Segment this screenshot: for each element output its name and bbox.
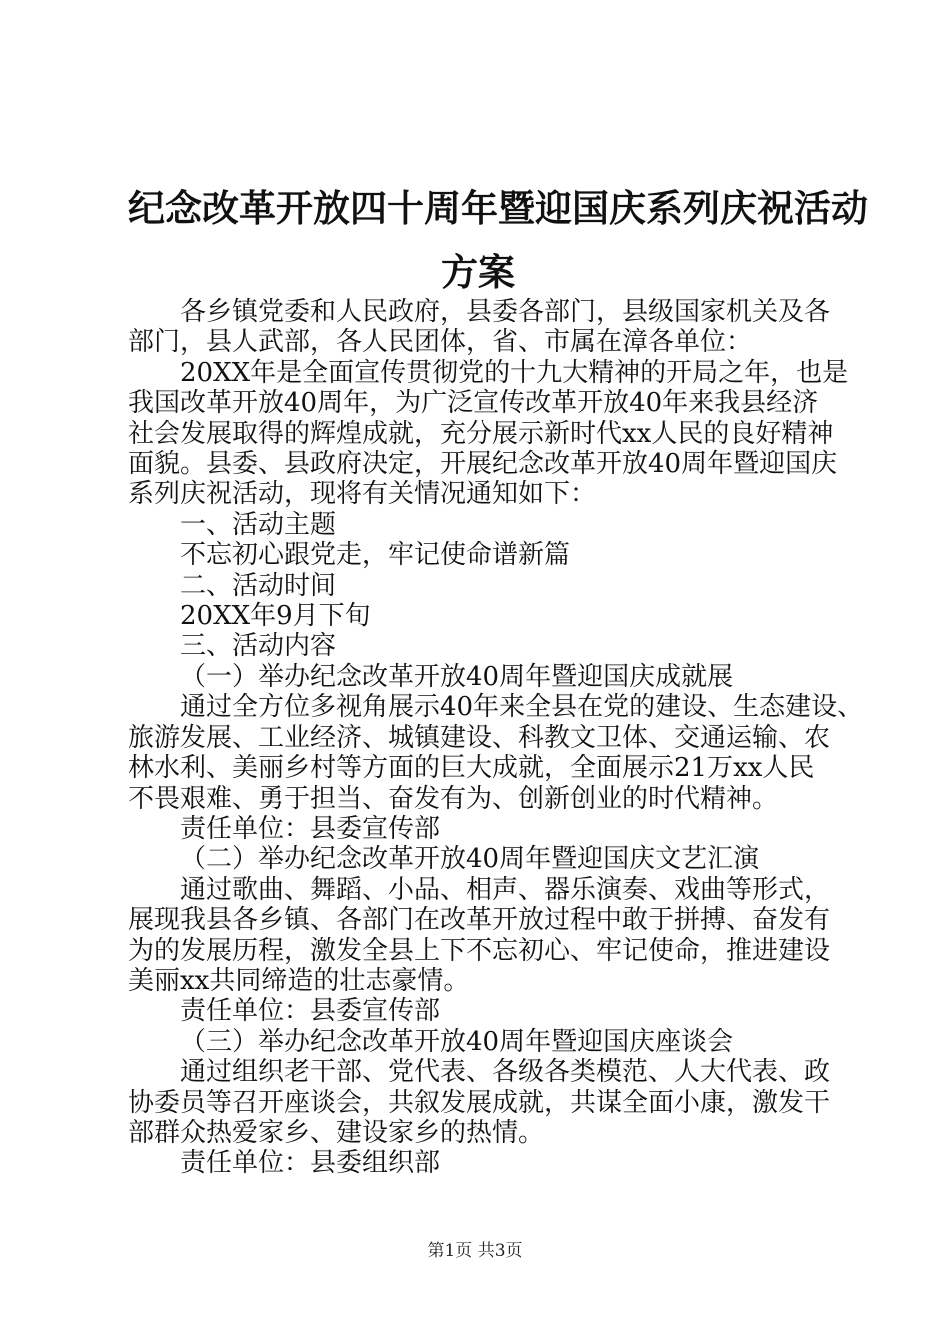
body-line: 为的发展历程，激发全县上下不忘初心、牢记使命，推进建设	[128, 935, 831, 966]
body-line: 旅游发展、工业经济、城镇建设、科教文卫体、交通运输、农	[128, 722, 831, 753]
body-line: 展现我县各乡镇、各部门在改革开放过程中敢于拼搏、奋发有	[128, 905, 831, 936]
body-line: 协委员等召开座谈会，共叙发展成就，共谋全面小康，激发干	[128, 1087, 831, 1118]
page-number-footer: 第1页 共3页	[427, 1241, 523, 1261]
body-line: 20XX年9月下旬	[180, 601, 371, 632]
section-heading: 一、活动主题	[180, 509, 337, 540]
subsection-heading: （三）举办纪念改革开放40周年暨迎国庆座谈会	[180, 1026, 734, 1057]
body-line: 部门，县人武部，各人民团体，省、市属在漳各单位：	[128, 327, 753, 358]
body-line: 各乡镇党委和人民政府，县委各部门，县级国家机关及各	[180, 297, 831, 327]
document-title-line-1: 纪念改革开放四十周年暨迎国庆系列庆祝活动	[128, 186, 868, 230]
section-heading: 三、活动内容	[180, 631, 337, 662]
body-line: 通过组织老干部、党代表、各级各类模范、人大代表、政	[180, 1057, 831, 1088]
body-line: 不畏艰难、勇于担当、奋发有为、创新创业的时代精神。	[128, 783, 779, 814]
body-line: 系列庆祝活动，现将有关情况通知如下：	[128, 479, 597, 510]
body-line: 面貌。县委、县政府决定，开展纪念改革开放40周年暨迎国庆	[128, 449, 838, 480]
document-body	[128, 297, 864, 1179]
body-line: 部群众热爱家乡、建设家乡的热情。	[128, 1117, 545, 1148]
document-title-line-2: 方案	[441, 250, 515, 294]
body-line: 社会发展取得的辉煌成就，充分展示新时代xx人民的良好精神	[128, 418, 834, 449]
body-line: 林水利、美丽乡村等方面的巨大成就，全面展示21万xx人民	[128, 753, 815, 784]
body-line: 不忘初心跟党走，牢记使命谱新篇	[180, 540, 571, 571]
body-line: 我国改革开放40周年，为广泛宣传改革开放40年来我县经济	[128, 388, 819, 419]
body-line: 20XX年是全面宣传贯彻党的十九大精神的开局之年，也是	[180, 357, 849, 388]
responsible-unit: 责任单位：县委宣传部	[180, 813, 441, 844]
body-line: 通过歌曲、舞蹈、小品、相声、器乐演奏、戏曲等形式，	[180, 874, 831, 905]
subsection-heading: （一）举办纪念改革开放40周年暨迎国庆成就展	[180, 661, 734, 692]
responsible-unit: 责任单位：县委宣传部	[180, 996, 441, 1027]
section-heading: 二、活动时间	[180, 570, 337, 601]
responsible-unit: 责任单位：县委组织部	[180, 1148, 441, 1179]
body-line: 通过全方位多视角展示40年来全县在党的建设、生态建设、	[180, 692, 864, 723]
body-line: 美丽xx共同缔造的壮志豪情。	[128, 965, 470, 996]
subsection-heading: （二）举办纪念改革开放40周年暨迎国庆文艺汇演	[180, 844, 760, 875]
